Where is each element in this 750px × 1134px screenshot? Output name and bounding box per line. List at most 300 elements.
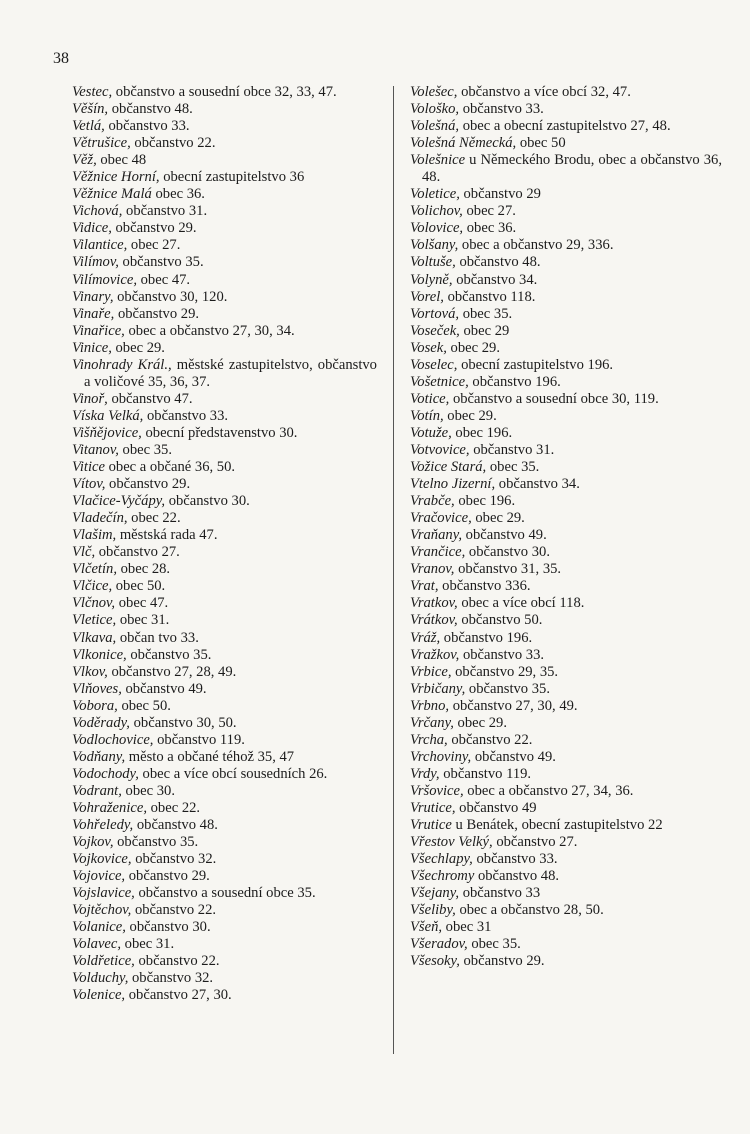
entry-term: Vršovice,	[410, 782, 464, 799]
entry-text: občanstvo 29.	[105, 476, 191, 493]
entry-term: Vološko,	[410, 101, 460, 118]
entry-term: Volichov,	[410, 203, 463, 220]
index-entry	[72, 732, 377, 749]
entry-text: obec a občané 36, 50.	[104, 459, 236, 476]
entry-term: Vinařice,	[72, 322, 125, 339]
index-entry	[72, 885, 377, 902]
index-entry	[72, 220, 377, 237]
entry-text: občanstvo 32.	[128, 970, 214, 987]
entry-term: Vojslavice,	[72, 885, 135, 902]
entry-term: Vračovice,	[410, 510, 472, 527]
entry-text: obec a občanstvo 27, 30, 34.	[124, 322, 295, 339]
index-entry	[410, 425, 722, 442]
index-entry	[410, 254, 722, 271]
index-entry	[72, 527, 377, 544]
index-entry	[72, 510, 377, 527]
entry-text: obec 35.	[486, 459, 540, 476]
index-entry	[410, 357, 722, 374]
index-entry	[410, 306, 722, 323]
index-entry	[72, 970, 377, 987]
index-entry	[72, 630, 377, 647]
entry-term: Vohraženice,	[72, 799, 147, 816]
index-entry	[410, 272, 722, 289]
index-entry	[410, 476, 722, 493]
entry-text: občanstvo 30, 50.	[129, 714, 237, 731]
entry-text: obec 29.	[471, 510, 525, 527]
entry-term: Volenice,	[72, 987, 126, 1004]
entry-text: obec 22.	[146, 799, 201, 816]
entry-text: občanstvo 29.	[114, 305, 200, 322]
entry-term: Všechlapy,	[410, 851, 473, 868]
entry-text: obec 31.	[116, 612, 170, 629]
entry-term: Vinaře,	[72, 305, 115, 322]
index-entry	[72, 408, 377, 425]
entry-term: Všeradov,	[410, 936, 468, 953]
entry-term: Votuže,	[410, 424, 452, 441]
entry-term: Vlňoves,	[72, 680, 122, 697]
entry-text: občanstvo 33.	[459, 646, 545, 663]
entry-term: Voltuše,	[410, 254, 456, 271]
entry-text: občanstvo 29.	[111, 220, 197, 237]
entry-text: občanstvo 50.	[457, 612, 543, 629]
index-entry	[410, 374, 722, 391]
index-entry	[410, 118, 722, 135]
entry-text: občanstvo 29.	[459, 953, 545, 970]
entry-text: občanstvo 33.	[459, 101, 544, 118]
index-entry	[410, 493, 722, 510]
index-entry	[72, 544, 377, 561]
entry-term: Vřestov Velký,	[410, 834, 493, 851]
entry-term: Víska Velká,	[72, 407, 144, 424]
index-entry	[72, 476, 377, 493]
entry-term: Vodlochovice,	[72, 731, 154, 748]
index-entry	[410, 919, 722, 936]
entry-term: Vetlá,	[72, 118, 105, 135]
entry-text: občanstvo a sousední obce 35.	[134, 885, 316, 902]
index-entry	[72, 698, 377, 715]
index-entry	[72, 135, 377, 152]
entry-text: občanstvo 33.	[104, 118, 190, 135]
entry-text: obec 22.	[127, 510, 181, 527]
index-entry	[410, 834, 722, 851]
index-entry	[410, 459, 722, 476]
index-entry	[72, 84, 377, 101]
entry-term: Věšín,	[72, 101, 109, 118]
entry-term: Volyně,	[410, 271, 453, 288]
index-entry	[72, 442, 377, 459]
entry-term: Vrbice,	[410, 663, 452, 680]
entry-term: Višňějovice,	[72, 424, 142, 441]
index-entry	[410, 885, 722, 902]
index-entry	[72, 766, 377, 783]
index-entry	[410, 817, 722, 834]
entry-term: Vojkov,	[72, 834, 114, 851]
entry-text: občanstvo 29.	[125, 868, 210, 885]
index-entry	[410, 220, 722, 237]
entry-term: Volešec,	[410, 84, 458, 100]
entry-text: občanstvo 30.	[165, 493, 250, 510]
index-entry	[410, 544, 722, 561]
index-entry	[410, 101, 722, 118]
entry-text: občanstvo 30, 120.	[113, 288, 228, 305]
entry-text: občanstvo 35.	[465, 680, 550, 697]
entry-text: občanstvo 30.	[465, 544, 550, 561]
entry-text: obec 50	[516, 135, 566, 152]
index-entry	[410, 851, 722, 868]
entry-text: občanstvo 22.	[447, 731, 533, 748]
entry-text: obec 29.	[443, 407, 497, 424]
index-entry	[72, 681, 377, 698]
entry-term: Vrutice	[410, 817, 452, 834]
entry-text: občanstvo 22.	[131, 902, 217, 919]
index-entry	[72, 272, 377, 289]
index-entry	[72, 152, 377, 169]
entry-text: obec a občanstvo 29, 336.	[458, 237, 614, 254]
index-entry	[410, 902, 722, 919]
index-entry	[410, 289, 722, 306]
entry-term: Vilímovice,	[72, 271, 137, 288]
entry-term: Všejany,	[410, 885, 460, 902]
entry-term: Vobora,	[72, 697, 118, 714]
entry-text: občanstvo a sousední obce 32, 33, 47.	[112, 84, 337, 100]
entry-term: Vráž,	[410, 629, 441, 646]
entry-text: občan tvo 33.	[116, 629, 199, 646]
entry-term: Vratkov,	[410, 595, 458, 612]
entry-term: Vichová,	[72, 203, 123, 220]
entry-text: občanstvo 33.	[472, 851, 558, 868]
entry-term: Voselec,	[410, 356, 458, 373]
entry-term: Vrat,	[410, 578, 439, 595]
entry-text: občanstvo 49	[455, 799, 537, 816]
index-entry	[410, 698, 722, 715]
entry-text: obec 29.	[453, 714, 507, 731]
entry-term: Vrabče,	[410, 493, 455, 510]
index-entry	[72, 595, 377, 612]
entry-text: občanstvo 27, 30, 49.	[449, 697, 578, 714]
entry-text: obec a občanstvo 28, 50.	[455, 902, 604, 919]
entry-term: Vrchoviny,	[410, 748, 472, 765]
index-entry	[410, 135, 722, 152]
index-entry	[72, 169, 377, 186]
entry-text: obec 31.	[121, 936, 175, 953]
entry-term: Vranov,	[410, 561, 455, 578]
entry-term: Vošetnice,	[410, 373, 469, 390]
index-entry	[410, 732, 722, 749]
entry-text: u Benátek, obecní zastupitelstvo 22	[451, 817, 663, 834]
entry-term: Vlkonice,	[72, 646, 127, 663]
entry-text: obec 31	[442, 919, 492, 936]
entry-text: občanstvo a více obcí 32, 47.	[457, 84, 631, 100]
entry-text: obec 28.	[116, 561, 171, 578]
index-entry	[72, 647, 377, 664]
index-entry	[72, 902, 377, 919]
entry-text: občanstvo 119.	[153, 731, 245, 748]
entry-term: Věžnice Malá	[72, 186, 152, 203]
entry-term: Voletice,	[410, 186, 460, 203]
entry-text: obec 50.	[112, 578, 166, 595]
entry-text: občanstvo a sousední obce 30, 119.	[449, 390, 659, 407]
index-entry	[410, 612, 722, 629]
entry-text: občanstvo 27, 28, 49.	[107, 663, 237, 680]
entry-text: občanstvo 35.	[118, 254, 204, 271]
index-entry	[72, 425, 377, 442]
entry-term: Věž,	[72, 152, 97, 169]
index-entry	[72, 459, 377, 476]
entry-text: občanstvo 48.	[108, 101, 193, 118]
index-entry	[72, 357, 377, 391]
entry-term: Vladečín,	[72, 510, 128, 527]
index-entry	[72, 323, 377, 340]
index-entry	[410, 203, 722, 220]
entry-text: občanstvo 196.	[468, 373, 561, 390]
entry-term: Volšany,	[410, 237, 459, 254]
entry-text: obecní zastupitelstvo 196.	[457, 356, 614, 373]
entry-term: Vitanov,	[72, 441, 119, 458]
entry-text: obec 35.	[467, 936, 521, 953]
entry-text: občanstvo 47.	[107, 390, 193, 407]
entry-text: občanstvo 30.	[125, 919, 211, 936]
entry-text: obec 29.	[111, 339, 165, 356]
entry-term: Vrbno,	[410, 697, 450, 714]
entry-term: Volešná Německá,	[410, 135, 517, 152]
entry-term: Vlkava,	[72, 629, 117, 646]
index-entry	[72, 868, 377, 885]
index-entry	[72, 186, 377, 203]
entry-term: Vlč,	[72, 544, 96, 561]
entry-term: Vletice,	[72, 612, 117, 629]
index-entry	[72, 101, 377, 118]
entry-text: obec 27.	[127, 237, 181, 254]
entry-term: Vitice	[72, 459, 105, 476]
entry-term: Volavec,	[72, 936, 122, 953]
entry-term: Volešná,	[410, 118, 460, 135]
entry-text: občanstvo 118.	[443, 288, 536, 305]
entry-text: obec 196.	[454, 493, 516, 510]
index-entry	[72, 936, 377, 953]
entry-text: občanstvo 49.	[121, 680, 207, 697]
entry-text: obec 30.	[121, 782, 175, 799]
entry-term: Všesoky,	[410, 953, 460, 970]
entry-term: Vlčice,	[72, 578, 113, 595]
entry-text: občanstvo 27, 30.	[125, 987, 232, 1004]
entry-text: občanstvo 31.	[122, 203, 208, 220]
entry-text: obec a více obcí sousedních 26.	[138, 765, 328, 782]
index-entry	[72, 800, 377, 817]
entry-text: město a občané téhož 35, 47	[125, 748, 295, 765]
index-entry	[72, 203, 377, 220]
entry-text: obec a občanstvo 27, 34, 36.	[463, 782, 634, 799]
entry-text: obec 48	[96, 152, 147, 169]
entry-term: Vilantice,	[72, 237, 128, 254]
entry-text: občanstvo 29, 35.	[451, 663, 559, 680]
entry-text: občanstvo 27.	[492, 834, 578, 851]
index-entry	[72, 306, 377, 323]
index-entry	[410, 715, 722, 732]
index-entry	[410, 561, 722, 578]
index-entry	[72, 561, 377, 578]
entry-text: obec a více obcí 118.	[457, 595, 585, 612]
index-entry	[410, 510, 722, 527]
entry-text: obec 35.	[118, 441, 172, 458]
entry-term: Vrčany,	[410, 714, 454, 731]
entry-text: občanstvo 22.	[134, 953, 220, 970]
entry-text: občanstvo 336.	[438, 578, 531, 595]
index-entry	[410, 323, 722, 340]
entry-term: Vrdy,	[410, 765, 440, 782]
index-entry	[72, 340, 377, 357]
entry-text: obec 36.	[463, 220, 517, 237]
entry-term: Vrátkov,	[410, 612, 458, 629]
entry-text: občanstvo 48.	[474, 868, 560, 885]
entry-term: Vrančice,	[410, 544, 466, 561]
index-entry	[72, 834, 377, 851]
entry-term: Vodochody,	[72, 765, 139, 782]
entry-term: Vodrant,	[72, 782, 122, 799]
entry-term: Votín,	[410, 407, 444, 424]
entry-term: Volduchy,	[72, 970, 129, 987]
entry-term: Vinohrady Král.,	[72, 356, 172, 373]
entry-term: Volešnice	[410, 152, 466, 169]
index-entry	[410, 868, 722, 885]
entry-term: Vítov,	[72, 476, 106, 493]
index-entry	[410, 84, 722, 101]
entry-text: občanstvo 32.	[131, 851, 217, 868]
entry-text: obec a obecní zastupitelstvo 27, 48.	[459, 118, 671, 135]
entry-term: Vojovice,	[72, 868, 126, 885]
entry-term: Voldřetice,	[72, 953, 135, 970]
page-number: 38	[53, 50, 69, 67]
index-entry	[410, 340, 722, 357]
index-entry	[72, 493, 377, 510]
entry-text: obec 47.	[136, 271, 191, 288]
entry-text: obec 196.	[451, 424, 513, 441]
index-entry	[410, 681, 722, 698]
entry-term: Vlkov,	[72, 663, 108, 680]
entry-term: Vosek,	[410, 339, 447, 356]
entry-text: občanstvo 22.	[130, 135, 216, 152]
index-entry	[72, 237, 377, 254]
index-entry	[72, 118, 377, 135]
index-entry	[410, 766, 722, 783]
entry-text: občanstvo 34.	[452, 271, 538, 288]
index-entry	[410, 408, 722, 425]
entry-term: Vražkov,	[410, 646, 460, 663]
entry-term: Věžnice Horní,	[72, 169, 160, 186]
entry-term: Vojtěchov,	[72, 902, 132, 919]
index-entry	[410, 800, 722, 817]
entry-text: občanstvo 34.	[495, 476, 580, 493]
entry-text: městské zastupitelstvo, občanstvo a voličové 35, 36, 37.	[84, 356, 377, 390]
index-entry	[72, 953, 377, 970]
index-entry	[410, 578, 722, 595]
index-entry	[410, 595, 722, 612]
entry-term: Vrcha,	[410, 731, 448, 748]
entry-text: obec 50.	[117, 697, 171, 714]
entry-text: u Německého Brodu, obec a občanstvo 36, 48.	[422, 152, 722, 186]
entry-text: občanstvo 35.	[126, 646, 212, 663]
entry-term: Vlašim,	[72, 527, 117, 544]
index-entry	[72, 254, 377, 271]
entry-text: obec 35.	[459, 305, 513, 322]
index-entry	[72, 391, 377, 408]
index-entry	[410, 630, 722, 647]
entry-text: občanstvo 119.	[439, 765, 532, 782]
entry-term: Větrušice,	[72, 135, 131, 152]
entry-term: Voděrady,	[72, 714, 130, 731]
index-entry	[410, 442, 722, 459]
entry-text: občanstvo 49.	[462, 527, 547, 544]
entry-text: občanstvo 35.	[113, 834, 199, 851]
index-entry	[410, 237, 722, 254]
entry-term: Volovice,	[410, 220, 464, 237]
entry-text: občanstvo 49.	[471, 748, 556, 765]
index-entry	[72, 749, 377, 766]
entry-text: občanstvo 31, 35.	[454, 561, 562, 578]
entry-term: Vlačice-Vyčápy,	[72, 493, 166, 510]
entry-term: Vilímov,	[72, 254, 119, 271]
entry-term: Vinice,	[72, 339, 112, 356]
index-entry	[72, 851, 377, 868]
index-entry	[72, 715, 377, 732]
index-entry	[72, 817, 377, 834]
entry-term: Vinary,	[72, 288, 114, 305]
entry-text: obecní představenstvo 30.	[141, 424, 298, 441]
entry-term: Vidice,	[72, 220, 112, 237]
entry-text: občanstvo 48.	[455, 254, 541, 271]
entry-term: Vestec,	[72, 84, 113, 100]
index-entry	[72, 783, 377, 800]
entry-text: občanstvo 31.	[469, 441, 555, 458]
entry-term: Vlčetín,	[72, 561, 117, 578]
entry-text: obec 29.	[446, 339, 500, 356]
index-entry	[410, 664, 722, 681]
entry-text: obec 29	[459, 322, 510, 339]
index-entry	[410, 152, 722, 186]
entry-text: občanstvo 196.	[440, 629, 533, 646]
index-entry	[72, 612, 377, 629]
entry-term: Vohřeledy,	[72, 817, 134, 834]
index-entry	[72, 919, 377, 936]
entry-term: Vtelno Jizerní,	[410, 476, 496, 493]
entry-term: Všeliby,	[410, 902, 456, 919]
entry-term: Vožice Stará,	[410, 459, 487, 476]
entry-term: Voseček,	[410, 322, 460, 339]
entry-term: Vraňany,	[410, 527, 463, 544]
index-entry	[72, 664, 377, 681]
column-divider	[393, 86, 394, 1054]
entry-text: obecní zastupitelstvo 36	[159, 169, 305, 186]
entry-text: občanstvo 48.	[133, 817, 218, 834]
entry-text: občanstvo 33.	[143, 407, 229, 424]
entry-text: obec 47.	[115, 595, 169, 612]
index-entry	[72, 578, 377, 595]
entry-term: Všeň,	[410, 919, 443, 936]
index-entry	[410, 527, 722, 544]
index-entry	[410, 749, 722, 766]
entry-text: občanstvo 29	[459, 186, 541, 203]
entry-term: Vorel,	[410, 288, 444, 305]
index-entry	[410, 647, 722, 664]
entry-text: obec 36.	[151, 186, 205, 203]
entry-term: Všechromy	[410, 868, 475, 885]
entry-term: Vortová,	[410, 305, 460, 322]
entry-term: Vrutice,	[410, 799, 456, 816]
entry-term: Vojkovice,	[72, 851, 132, 868]
entry-text: občanstvo 27.	[95, 544, 180, 561]
entry-text: občanstvo 33	[459, 885, 541, 902]
index-entry	[410, 783, 722, 800]
entry-text: obec 27.	[462, 203, 516, 220]
